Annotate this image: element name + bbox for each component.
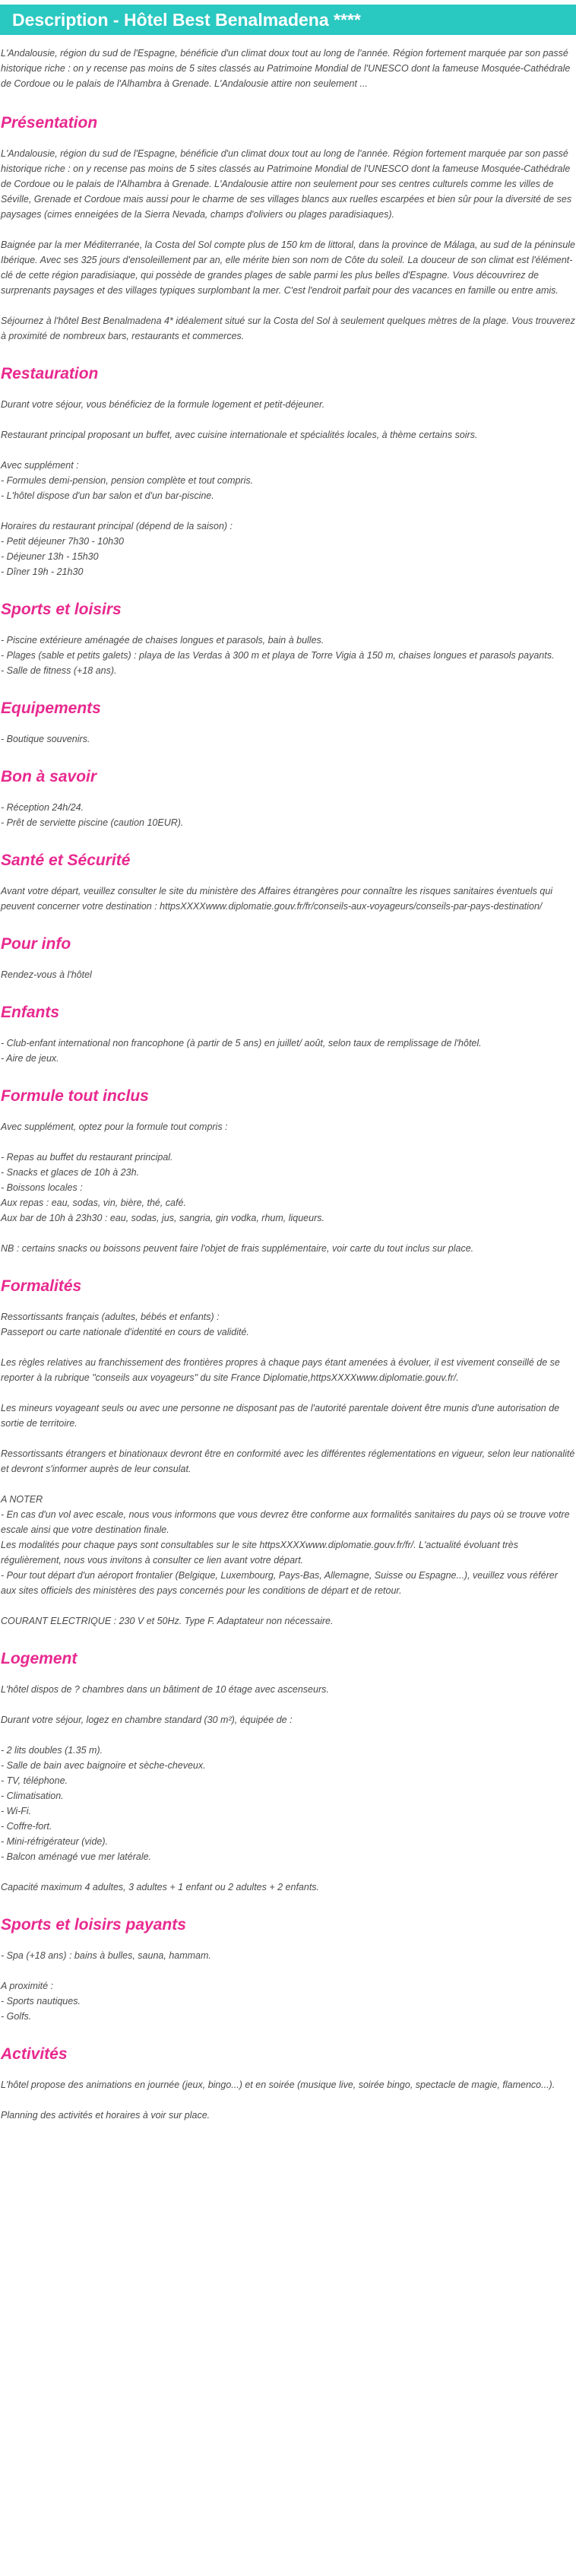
- section-title: Sports et loisirs payants: [1, 1916, 186, 1934]
- section-paragraph: Avec supplément, optez pour la formule tout compris :: [1, 1121, 228, 1132]
- section-paragraph: - Spa (+18 ans) : bains à bulles, sauna, hammam.: [1, 1950, 211, 1961]
- section-1: [1, 365, 575, 579]
- section-paragraph: L'hôtel propose des animations en journée (jeux, bingo...) et en soirée (musique live, soirée bingo, spectacle de magie, flamenco...).: [1, 2080, 555, 2090]
- section-paragraph: NB : certains snacks ou boissons peuvent faire l'objet de frais supplémentaire, voir carte du tout inclus sur place.: [1, 1243, 474, 1254]
- section-paragraph: Avec supplément : - Formules demi-pension, pension complète et tout compris. - L'hôtel dispose d'un bar salon et d'un bar-piscine.: [1, 460, 254, 501]
- section-paragraph: - Piscine extérieure aménagée de chaises longues et parasols, bain à bulles. - Plages (sable et petits galets) : playa de las Verdas à 300 m et playa de Torre Vigia à 150 m, chaises longues et parasols payants. - Salle de fitness (+18 ans).: [1, 635, 555, 676]
- section-paragraph: Avant votre départ, veuillez consulter le site du ministère des Affaires étrangères pour connaître les risques sanitaires éventuels qui peuvent concerner votre destination : httpsXXXXwww.diplomatie.gouv.fr/fr/conseils-aux-voyageurs/conseils-par-pays-destination/: [1, 886, 553, 912]
- section-9: [1, 1277, 575, 1629]
- section-paragraph: A proximité : - Sports nautiques. - Golfs.: [1, 1981, 81, 2022]
- section-paragraph: - Réception 24h/24. - Prêt de serviette piscine (caution 10EUR).: [1, 802, 184, 828]
- section-title: Bon à savoir: [1, 768, 97, 785]
- hotel-description-page: [0, 5, 576, 2123]
- section-paragraph: COURANT ELECTRIQUE : 230 V et 50Hz. Type F. Adaptateur non nécessaire.: [1, 1616, 334, 1626]
- section-paragraph: Rendez-vous à l'hôtel: [1, 969, 92, 980]
- section-8: [1, 1087, 575, 1256]
- section-3: [1, 700, 575, 747]
- section-title: Activités: [1, 2045, 68, 2063]
- section-paragraph: - 2 lits doubles (1.35 m). - Salle de bain avec baignoire et sèche-cheveux. - TV, téléphone. - Climatisation. - Wi-Fi. - Coffre-fort. - Mini-réfrigérateur (vide). - Balcon aménagé vue mer latérale.: [1, 1745, 206, 1862]
- section-paragraph: Horaires du restaurant principal (dépend de la saison) : - Petit déjeuner 7h30 - 10h30 - Déjeuner 13h - 15h30 - Dîner 19h - 21h30: [1, 521, 233, 577]
- section-0: [1, 114, 575, 344]
- section-title: Pour info: [1, 935, 71, 953]
- page-title: Description - Hôtel Best Benalmadena ****: [0, 5, 576, 35]
- section-paragraph: Les mineurs voyageant seuls ou avec une personne ne disposant pas de l'autorité parentale doivent être munis d'une autorisation de sortie de territoire.: [1, 1403, 560, 1429]
- intro-paragraph: L'Andalousie, région du sud de l'Espagne, bénéficie d'un climat doux tout au long de l'année. Région fortement marquée par son passé historique riche : on y recense pas moins de 5 sites classés au Patrimoine Mondial de l'UNESCO dont la fameuse Mosquée-Cathédrale de Cordoue ou le palais de l'Alhambra à Grenade. L'Andalousie attire non seulement ...: [1, 48, 571, 89]
- section-paragraph: L'Andalousie, région du sud de l'Espagne, bénéficie d'un climat doux tout au long de l'année. Région fortement marquée par son passé historique riche : on y recense pas moins de 5 sites classés au Patrimoine Mondial de l'UNESCO dont la fameuse Mosquée-Cathédrale de Cordoue ou le palais de l'Alhambra à Grenade. L'Andalousie attire non seulement pour ses centres culturels comme les villes de Séville, Grenade et Cordoue mais aussi pour le charme de ses villages blancs aux ruelles escarpées et bien sûr pour la diversité de ses paysages (cimes enneigées de la Sierra Nevada, champs d'oliviers ou plages paradisiaques).: [1, 148, 572, 220]
- section-title: Restauration: [1, 365, 99, 382]
- section-10: [1, 1650, 575, 1895]
- section-paragraph: Restaurant principal proposant un buffet, avec cuisine internationale et spécialités locales, à thème certains soirs.: [1, 430, 478, 440]
- section-title: Enfants: [1, 1004, 60, 1021]
- section-4: [1, 768, 575, 830]
- section-paragraph: Baignée par la mer Méditerranée, la Costa del Sol compte plus de 150 km de littoral, dans la province de Málaga, au sud de la péninsule Ibérique. Avec ses 325 jours d'ensoleillement par an, elle mérite bien son nom de Côte du soleil. La douceur de son climat est l'élément-clé de cette région paradisiaque, qui possède de grandes plages de sable parmi les plus belles d'Espagne. Vous découvrirez de surprenants paysages et des villages typiques surplombant la mer. C'est l'endroit parfait pour des vacances en famille ou entre amis.: [1, 240, 575, 296]
- section-12: [1, 2045, 575, 2123]
- section-paragraph: Les règles relatives au franchissement des frontières propres à chaque pays étant amenées à évoluer, il est vivement conseillé de se reporter à la rubrique "conseils aux voyageurs" du site France Diplomatie,httpsXXXXwww.diplomatie.gouv.fr/.: [1, 1357, 560, 1383]
- section-title: Formalités: [1, 1277, 82, 1295]
- section-11: [1, 1916, 575, 2024]
- sections-container: [1, 114, 575, 2123]
- section-title: Formule tout inclus: [1, 1087, 149, 1105]
- section-paragraph: L'hôtel dispos de ? chambres dans un bâtiment de 10 étage avec ascenseurs.: [1, 1684, 329, 1695]
- section-7: [1, 1004, 575, 1066]
- section-title: Logement: [1, 1650, 78, 1667]
- section-paragraph: Capacité maximum 4 adultes, 3 adultes + 1 enfant ou 2 adultes + 2 enfants.: [1, 1882, 320, 1892]
- section-title: Santé et Sécurité: [1, 852, 131, 869]
- section-title: Présentation: [1, 114, 98, 132]
- section-2: [1, 601, 575, 678]
- section-paragraph: - Boutique souvenirs.: [1, 734, 90, 744]
- section-paragraph: - Club-enfant international non francophone (à partir de 5 ans) en juillet/ août, selon taux de remplissage de l'hôtel. - Aire de jeux.: [1, 1038, 482, 1064]
- description-content: [0, 46, 576, 2123]
- section-paragraph: Séjournez à l'hôtel Best Benalmadena 4* idéalement situé sur la Costa del Sol à seulement quelques mètres de la plage. Vous trouverez à proximité de nombreux bars, restaurants et commerces.: [1, 316, 575, 341]
- section-6: [1, 935, 575, 982]
- section-paragraph: Durant votre séjour, logez en chambre standard (30 m²), équipée de :: [1, 1715, 293, 1725]
- section-title: Equipements: [1, 700, 101, 717]
- section-paragraph: Ressortissants étrangers et binationaux devront être en conformité avec les différentes réglementations en vigueur, selon leur nationalité et devront s'informer auprès de leur consulat.: [1, 1448, 575, 1474]
- section-paragraph: Durant votre séjour, vous bénéficiez de la formule logement et petit-déjeuner.: [1, 399, 325, 410]
- section-paragraph: A NOTER - En cas d'un vol avec escale, nous vous informons que vous devrez être conforme aux formalités sanitaires du pays où se trouve votre escale ainsi que votre destination finale. Les modalités pour chaque pays sont consultables sur le site httpsXXXXwww.diplomatie.gouv.fr/fr/. L'actualité évoluant très régulièrement, nous vous invitons à consulter ce lien avant votre départ. - Pour tout départ d'un aéroport frontalier (Belgique, Luxembourg, Pays-Bas, Allemagne, Suisse ou Espagne...), veuillez vous référer aux sites officiels des ministères des pays concernés pour les conditions de départ et de retour.: [1, 1494, 570, 1596]
- section-title: Sports et loisirs: [1, 601, 122, 618]
- section-5: [1, 852, 575, 914]
- section-paragraph: - Repas au buffet du restaurant principal. - Snacks et glaces de 10h à 23h. - Boissons locales : Aux repas : eau, sodas, vin, bière, thé, café. Aux bar de 10h à 23h30 : eau, sodas, jus, sangria, gin vodka, rhum, liqueurs.: [1, 1152, 324, 1223]
- section-paragraph: Ressortissants français (adultes, bébés et enfants) : Passeport ou carte nationale d'identité en cours de validité.: [1, 1312, 249, 1337]
- section-paragraph: Planning des activités et horaires à voir sur place.: [1, 2110, 210, 2121]
